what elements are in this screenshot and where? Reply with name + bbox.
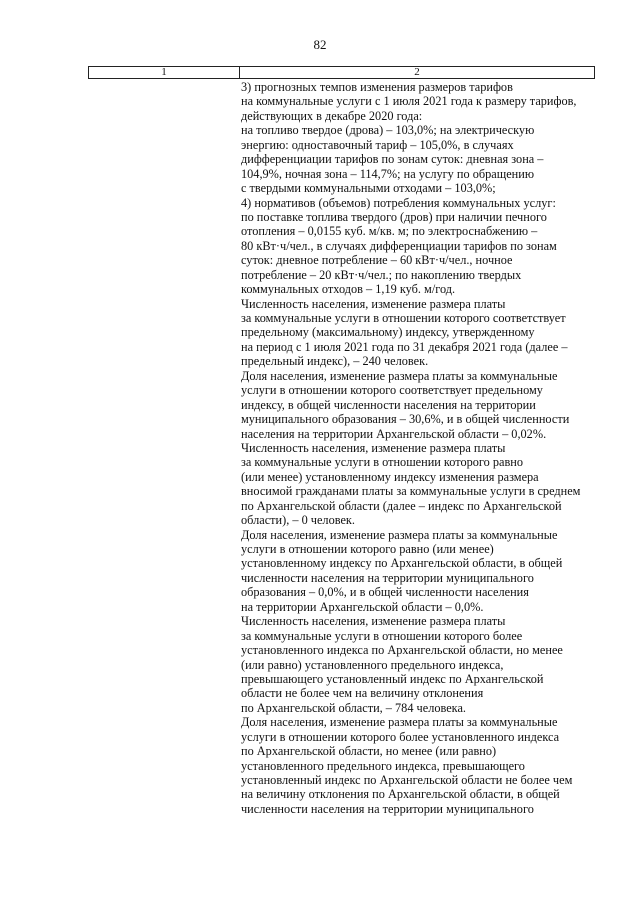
text-line: по Архангельской области, но менее (или равно) [241,744,497,759]
text-line: за коммунальные услуги в отношении которого равно [241,455,524,470]
document-body-text [241,80,611,816]
text-line: на величину отклонения по Архангельской области, в общей [241,787,560,802]
text-line: 104,9%, ночная зона – 114,7%; на услугу по обращению [241,166,534,181]
text-line: установленному индексу по Архангельской области, в общей [241,556,563,571]
text-line: индексу, в общей численности населения на территории [241,397,536,412]
text-line: области), – 0 человек. [241,513,355,528]
page-number: 82 [313,37,327,52]
text-line: установленного индекса по Архангельской области, но менее [241,643,563,658]
text-line: с твердыми коммунальными отходами – 103,0%; [241,181,496,196]
table-header-col2: 2 [414,66,420,78]
text-line: Доля населения, изменение размера платы за коммунальные [241,527,558,542]
text-line: коммунальных отходов – 1,19 куб. м/год. [241,282,456,297]
text-line: Численность населения, изменение размера платы [241,296,506,311]
text-line: потребление – 20 кВт·ч/чел.; по накоплению твердых [241,267,522,282]
text-line: численности населения на территории муниципального [241,801,534,816]
text-line: муниципального образования – 30,6%, и в общей численности [241,412,570,427]
text-line: предельный индекс), – 240 человек. [241,354,429,369]
text-line: на топливо твердое (дрова) – 103,0%; на электрическую [241,123,535,138]
text-line: услуги в отношении которого более установленного индекса [241,729,560,744]
text-line: суток: дневное потребление – 60 кВт·ч/чел., ночное [241,253,513,268]
text-line: (или равно) установленного предельного индекса, [241,657,504,672]
text-line: услуги в отношении которого равно (или менее) [241,542,494,556]
text-line: 4) нормативов (объемов) потребления коммунальных услуг: [241,195,556,210]
text-line: населения на территории Архангельской области – 0,02%. [241,426,547,441]
text-line: 80 кВт·ч/чел., в случаях дифференциации тарифов по зонам [241,238,557,253]
text-line: услуги в отношении которого соответствует предельному [241,383,543,398]
text-line: по Архангельской области (далее – индекс по Архангельской [241,498,562,513]
text-line: энергию: одноставочный тариф – 105,0%, в случаях [241,137,514,152]
table-header-row [88,66,595,79]
text-line: установленный индекс по Архангельской области не более чем [241,773,573,787]
text-line: действующих в декабре 2020 года: [241,108,423,123]
text-line: численности населения на территории муниципального [241,570,534,585]
text-line: области не более чем на величину отклонения [241,686,484,701]
text-line: вносимой гражданами платы за коммунальные услуги в среднем [241,484,581,499]
text-line: 3) прогнозных темпов изменения размеров тарифов [241,80,513,94]
text-line: предельному (максимальному) индексу, утвержденному [241,325,535,340]
text-line: отопления – 0,0155 куб. м/кв. м; по электроснабжению – [241,224,538,239]
text-line: Доля населения, изменение размера платы за коммунальные [241,368,558,383]
text-line: дифференциации тарифов по зонам суток: дневная зона – [241,152,544,167]
text-line: на территории Архангельской области – 0,0%. [241,599,484,614]
table-header-col1: 1 [89,67,240,78]
text-line: превышающего установленный индекс по Архангельской [241,671,544,686]
text-line: Численность населения, изменение размера платы [241,614,506,629]
text-line: образования – 0,0%, и в общей численности населения [241,585,529,600]
text-line: за коммунальные услуги в отношении которого более [241,628,523,643]
text-line: по Архангельской области, – 784 человека. [241,700,466,715]
text-line: Доля населения, изменение размера платы за коммунальные [241,715,558,730]
text-line: Численность населения, изменение размера платы [241,440,506,455]
text-line: по поставке топлива твердого (дров) при наличии печного [241,209,547,224]
text-line: на коммунальные услуги с 1 июля 2021 года к размеру тарифов, [241,94,577,109]
text-line: на период с 1 июля 2021 года по 31 декабря 2021 года (далее – [241,339,568,354]
text-line: установленного предельного индекса, превышающего [241,758,525,773]
text-line: за коммунальные услуги в отношении которого соответствует [241,311,566,325]
text-line: (или менее) установленному индексу изменения размера [241,469,539,484]
